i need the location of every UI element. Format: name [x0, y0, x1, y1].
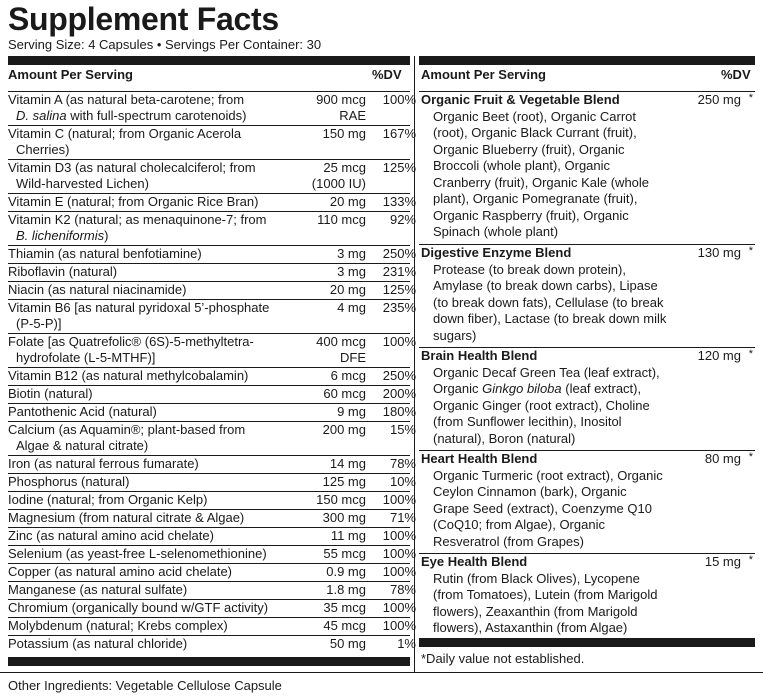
amount-line: 300 mg	[322, 510, 366, 525]
right-header-dv: %DV	[721, 67, 751, 82]
amount-line: 60 mcg	[323, 386, 366, 401]
blend-name: Organic Fruit & Vegetable Blend	[421, 92, 620, 107]
ingredient-line: Grape Seed (extract), Coenzyme Q10	[433, 500, 652, 516]
nutrient-dv: 231%	[382, 264, 416, 279]
nutrient-row	[8, 194, 416, 211]
ingredient-line: sugars)	[433, 327, 477, 343]
ingredient-line: (root), Organic Black Currant (fruit),	[433, 125, 637, 140]
nutrient-dv: 92%	[389, 212, 416, 227]
ingredient-line: (natural), Boron (natural)	[433, 430, 576, 446]
nutrient-row	[8, 160, 416, 193]
amount-unit-line: (1000 IU)	[311, 176, 366, 191]
blend-ingredients	[433, 109, 703, 241]
nutrient-row	[8, 474, 416, 491]
nutrient-name-line: Vitamin D3 (as natural cholecalciferol; from	[8, 160, 256, 175]
nutrient-name-line: Iron (as natural ferrous fumarate)	[8, 456, 199, 471]
ingredient-line: flowers), Astaxanthin (from Algae)	[433, 620, 628, 635]
amount-line: 35 mcg	[323, 600, 366, 615]
ingredient-line: Organic Raspberry (fruit), Organic	[433, 207, 629, 223]
amount-line: 45 mcg	[323, 618, 366, 633]
ingredient-line: Organic Decaf Green Tea (leaf extract),	[433, 364, 660, 380]
nutrient-name-line: Folate [as Quatrefolic® (6S)-5-methyltetra-	[8, 334, 254, 349]
blend-dv-star: *	[748, 245, 753, 257]
nutrient-name	[8, 546, 298, 562]
nutrient-dv: 125%	[382, 282, 416, 297]
ingredient-line: Spinach (whole plant)	[433, 224, 559, 239]
nutrient-dv: 78%	[389, 582, 416, 597]
nutrient-dv: 78%	[389, 456, 416, 471]
nutrient-dv: 100%	[382, 528, 416, 543]
nutrient-row	[8, 636, 416, 653]
blend-ingredients	[433, 571, 703, 637]
nutrient-name	[8, 386, 298, 402]
nutrient-name	[8, 564, 298, 580]
nutrient-dv: 100%	[382, 600, 416, 615]
ingredient-line: (CoQ10; from Algae), Organic	[433, 517, 605, 532]
nutrient-dv: 235%	[382, 300, 416, 315]
nutrient-amount	[294, 300, 366, 316]
blend-amount: 80 mg	[704, 451, 741, 466]
ingredient-line: Resveratrol (from Grapes)	[433, 533, 584, 549]
nutrient-name	[8, 300, 298, 332]
nutrient-amount	[294, 636, 366, 652]
nutrient-name-line: Copper (as natural amino acid chelate)	[8, 564, 233, 579]
ingredient-line: down fiber), Lactase (to break down milk	[433, 311, 667, 326]
amount-unit-line: RAE	[339, 108, 366, 123]
ingredient-line: Organic Ginger (root extract), Choline	[433, 397, 650, 413]
blend-amount: 120 mg	[697, 348, 741, 363]
amount-line: 50 mg	[329, 636, 366, 651]
nutrient-row	[8, 528, 416, 545]
nutrient-dv: 125%	[382, 160, 416, 175]
ingredient-line: Organic Blueberry (fruit), Organic	[433, 141, 625, 157]
nutrient-dv: 10%	[389, 474, 416, 489]
amount-line: 0.9 mg	[326, 564, 366, 579]
nutrient-name	[8, 456, 298, 472]
top-thick-bar-right	[419, 56, 755, 65]
left-header-amount: Amount Per Serving	[8, 67, 133, 82]
nutrient-row	[8, 600, 416, 617]
label-title: Supplement Facts	[8, 1, 279, 37]
nutrient-row	[8, 510, 416, 527]
nutrient-name-line: Potassium (as natural chloride)	[8, 636, 188, 651]
nutrient-name-line: Wild-harvested Lichen)	[16, 176, 149, 191]
footnote: *Daily value not established.	[421, 651, 585, 666]
scientific-name: D. salina	[16, 108, 67, 123]
amount-line: 1.8 mg	[326, 582, 366, 597]
nutrient-row	[8, 212, 416, 245]
nutrient-name	[8, 264, 298, 280]
nutrient-dv: 200%	[382, 386, 416, 401]
bottom-thick-bar-right	[419, 638, 755, 647]
nutrient-row	[8, 564, 416, 581]
nutrient-row	[8, 92, 416, 125]
amount-line: 110 mcg	[317, 212, 366, 227]
nutrient-name-line: Iodine (natural; from Organic Kelp)	[8, 492, 208, 507]
amount-line: 4 mg	[337, 300, 366, 315]
nutrient-name-line: Vitamin E (natural; from Organic Rice Bran)	[8, 194, 259, 209]
nutrient-amount	[294, 600, 366, 616]
nutrient-amount	[294, 126, 366, 142]
nutrient-amount	[294, 618, 366, 634]
nutrient-name-line: Selenium (as yeast-free L-selenomethionine)	[8, 546, 267, 561]
nutrient-name	[8, 528, 298, 544]
amount-line: 14 mg	[329, 456, 366, 471]
nutrient-amount	[294, 334, 366, 366]
amount-line: 11 mg	[330, 528, 366, 543]
nutrient-name	[8, 246, 298, 262]
ingredient-line: Ceylon Cinnamon (bark), Organic	[433, 484, 627, 499]
nutrient-row	[8, 126, 416, 159]
amount-line: 6 mcg	[330, 368, 366, 383]
nutrient-name	[8, 600, 298, 616]
nutrient-name	[8, 422, 298, 454]
nutrient-name	[8, 282, 298, 298]
nutrient-row	[8, 582, 416, 599]
nutrient-name-line: (P-5-P)]	[16, 316, 62, 331]
amount-line: 400 mcg	[316, 334, 366, 349]
ingredient-line: Amylase (to break down carbs), Lipase	[433, 278, 658, 293]
nutrient-row	[8, 618, 416, 635]
nutrient-dv: 100%	[382, 546, 416, 561]
scientific-name: Ginkgo biloba	[482, 381, 562, 396]
nutrient-amount	[294, 404, 366, 420]
nutrient-name-line: Biotin (natural)	[8, 386, 93, 401]
ingredient-line: plant), Organic Pomegranate (fruit),	[433, 191, 638, 206]
nutrient-row	[8, 404, 416, 421]
nutrient-name-line: Niacin (as natural niacinamide)	[8, 282, 187, 297]
nutrient-name-line: Riboflavin (natural)	[8, 264, 118, 279]
nutrient-name	[8, 582, 298, 598]
blend-name: Eye Health Blend	[421, 554, 528, 569]
nutrient-row	[8, 386, 416, 403]
ingredient-line: (from Tomatoes), Lutein (from Marigold	[433, 587, 658, 602]
nutrient-amount	[294, 492, 366, 508]
ingredient-line: flowers), Zeaxanthin (from Marigold	[433, 603, 638, 619]
nutrient-row	[8, 456, 416, 473]
nutrient-name-line: Manganese (as natural sulfate)	[8, 582, 188, 597]
nutrient-row	[8, 422, 416, 455]
nutrient-name-line: hydrofolate (L-5-MTHF)]	[16, 350, 156, 365]
amount-line: 9 mg	[337, 404, 366, 419]
amount-unit-line: DFE	[340, 350, 366, 365]
nutrient-dv: 250%	[382, 368, 416, 383]
nutrient-dv: 167%	[382, 126, 416, 141]
nutrient-amount	[294, 282, 366, 298]
nutrient-amount	[294, 456, 366, 472]
amount-line: 20 mg	[329, 194, 366, 209]
nutrient-name-line: B. licheniformis)	[16, 228, 109, 243]
ingredient-line: (from Sunflower lecithin), Inositol	[433, 414, 622, 429]
nutrient-dv: 100%	[382, 564, 416, 579]
nutrient-name-line: Molybdenum (natural; Krebs complex)	[8, 618, 228, 633]
nutrient-name-line: Vitamin B6 [as natural pyridoxal 5’-phosphate	[8, 300, 270, 315]
nutrient-name	[8, 636, 298, 652]
nutrient-name	[8, 510, 298, 526]
blend-name: Brain Health Blend	[421, 348, 538, 363]
nutrient-amount	[294, 160, 366, 192]
ingredient-line: Organic Turmeric (root extract), Organic	[433, 467, 663, 483]
nutrient-name-line: Magnesium (from natural citrate & Algae)	[8, 510, 245, 525]
blend-name: Digestive Enzyme Blend	[421, 245, 572, 260]
right-header-amount: Amount Per Serving	[421, 67, 546, 82]
blend-amount: 130 mg	[697, 245, 741, 260]
nutrient-row	[8, 492, 416, 509]
nutrient-name	[8, 160, 298, 192]
nutrient-name-line: D. salina with full-spectrum carotenoids)	[16, 108, 247, 123]
nutrient-name-line: Calcium (as Aquamin®; plant-based from	[8, 422, 246, 437]
amount-line: 125 mg	[322, 474, 366, 489]
amount-line: 900 mcg	[316, 92, 366, 107]
nutrient-name-line: Vitamin A (as natural beta-carotene; from	[8, 92, 245, 107]
nutrient-name	[8, 212, 298, 244]
blend-ingredients	[433, 468, 703, 551]
ingredient-line: Organic Ginkgo biloba (leaf extract),	[433, 381, 642, 396]
blend-dv-star: *	[748, 92, 753, 104]
nutrient-dv: 100%	[382, 492, 416, 507]
nutrient-dv: 71%	[389, 510, 416, 525]
amount-line: 20 mg	[329, 282, 366, 297]
nutrient-name	[8, 404, 298, 420]
nutrient-amount	[294, 510, 366, 526]
nutrient-name-line: Vitamin K2 (natural; as menaquinone-7; from	[8, 212, 267, 227]
nutrient-name	[8, 474, 298, 490]
nutrient-name	[8, 334, 298, 366]
nutrient-dv: 250%	[382, 246, 416, 261]
amount-line: 150 mcg	[316, 492, 366, 507]
nutrient-dv: 100%	[382, 618, 416, 633]
ingredient-line: Cranberry (fruit), Organic Kale (whole	[433, 174, 650, 190]
bottom-rule	[0, 672, 763, 673]
nutrient-row	[8, 368, 416, 385]
nutrient-name	[8, 618, 298, 634]
other-ingredients: Other Ingredients: Vegetable Cellulose Capsule	[8, 678, 282, 693]
blend-name: Heart Health Blend	[421, 451, 538, 466]
nutrient-dv: 1%	[397, 636, 416, 651]
nutrient-amount	[294, 194, 366, 210]
nutrient-dv: 100%	[382, 334, 416, 349]
amount-line: 200 mg	[322, 422, 366, 437]
nutrient-amount	[294, 564, 366, 580]
blend-ingredients	[433, 262, 703, 345]
nutrient-name-line: Vitamin B12 (as natural methylcobalamin)	[8, 368, 249, 383]
nutrient-amount	[294, 246, 366, 262]
amount-line: 150 mg	[322, 126, 366, 141]
nutrient-name-line: Cherries)	[16, 142, 70, 157]
ingredient-line: Broccoli (whole plant), Organic	[433, 158, 611, 173]
scientific-name: B. licheniformis	[16, 228, 105, 243]
ingredient-line: Organic Beet (root), Organic Carrot	[433, 108, 637, 124]
nutrient-name	[8, 368, 298, 384]
nutrient-row	[8, 546, 416, 563]
ingredient-line: Rutin (from Black Olives), Lycopene	[433, 570, 640, 586]
nutrient-amount	[294, 264, 366, 280]
blend-dv-star: *	[748, 451, 753, 463]
nutrient-amount	[294, 212, 366, 228]
blend-dv-star: *	[748, 554, 753, 566]
bottom-thick-bar-left	[8, 657, 410, 666]
nutrient-name-line: Pantothenic Acid (natural)	[8, 404, 157, 419]
nutrient-name-line: Zinc (as natural amino acid chelate)	[8, 528, 214, 543]
nutrient-name-line: Chromium (organically bound w/GTF activity)	[8, 600, 269, 615]
left-header-dv: %DV	[372, 67, 402, 82]
amount-line: 3 mg	[337, 264, 366, 279]
serving-info: Serving Size: 4 Capsules • Servings Per Container: 30	[8, 37, 322, 52]
nutrient-amount	[294, 422, 366, 438]
nutrient-dv: 100%	[382, 92, 416, 107]
ingredient-line: (to break down fats), Cellulase (to break	[433, 294, 664, 310]
nutrient-row	[8, 246, 416, 263]
nutrient-dv: 133%	[382, 194, 416, 209]
ingredient-line: Protease (to break down protein),	[433, 261, 626, 277]
top-thick-bar-left	[8, 56, 410, 65]
nutrient-amount	[294, 368, 366, 384]
blend-amount: 250 mg	[697, 92, 741, 107]
blend-amount: 15 mg	[704, 554, 741, 569]
nutrient-row	[8, 334, 416, 367]
nutrient-dv: 180%	[382, 404, 416, 419]
nutrient-name-line: Phosphorus (natural)	[8, 474, 130, 489]
nutrient-name-line: Thiamin (as natural benfotiamine)	[8, 246, 202, 261]
nutrient-row	[8, 264, 416, 281]
nutrient-row	[8, 282, 416, 299]
nutrient-amount	[294, 582, 366, 598]
amount-line: 25 mcg	[323, 160, 366, 175]
nutrient-name	[8, 194, 298, 210]
nutrient-row	[8, 300, 416, 333]
nutrient-name	[8, 92, 298, 124]
amount-line: 3 mg	[337, 246, 366, 261]
nutrient-amount	[294, 386, 366, 402]
nutrient-dv: 15%	[389, 422, 416, 437]
blend-dv-star: *	[748, 348, 753, 360]
amount-line: 55 mcg	[323, 546, 366, 561]
nutrient-name	[8, 492, 298, 508]
nutrient-amount	[294, 528, 366, 544]
blend-ingredients	[433, 365, 703, 448]
nutrient-name-line: Vitamin C (natural; from Organic Acerola	[8, 126, 242, 141]
nutrient-name-line: Algae & natural citrate)	[16, 438, 149, 453]
nutrient-amount	[294, 474, 366, 490]
nutrient-amount	[294, 546, 366, 562]
nutrient-amount	[294, 92, 366, 124]
nutrient-name	[8, 126, 298, 158]
